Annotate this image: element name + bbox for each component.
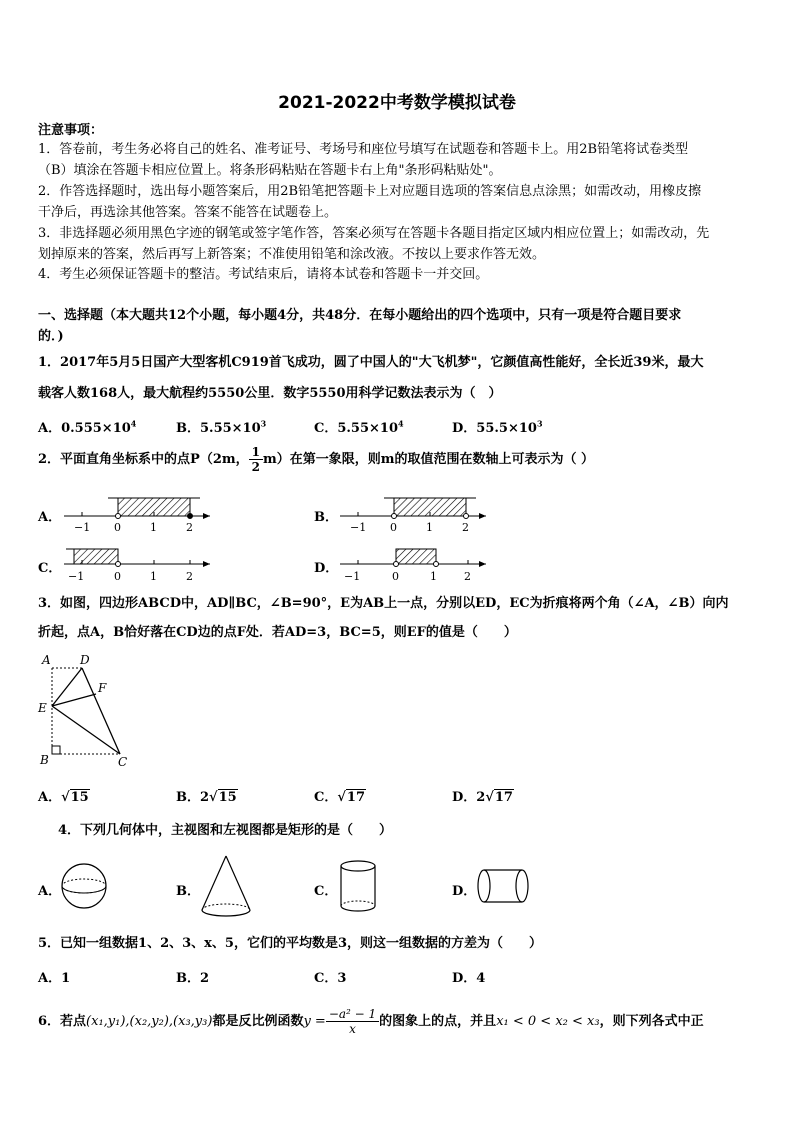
- notice-line: （B）填涂在答题卡相应位置上。将条形码粘贴在答题卡右上角"条形码粘贴处"。: [38, 163, 502, 178]
- point-label-d: D: [80, 653, 90, 667]
- tick-label: 1: [426, 521, 433, 534]
- tick-label: 0: [392, 570, 399, 583]
- section-heading: 一、选择题（本大题共12个小题，每小题4分，共48分．在每小题给出的四个选项中，只有一项是符合题目要求: [38, 308, 682, 323]
- sphere-shape: [62, 864, 106, 908]
- q3-option-c: C．√17: [314, 790, 365, 805]
- point-label-b: B: [40, 753, 49, 767]
- tick-label: −1: [68, 570, 85, 583]
- q2-stem: 2．平面直角坐标系中的点P（2m， $\frac{1}{2}$ m）在第一象限，则m的取值范围在数轴上可表示为（ ）: [38, 445, 595, 474]
- tick-label: 2: [462, 521, 469, 534]
- q5-option-d: D．4: [452, 971, 486, 986]
- q5-option-a: A．1: [38, 971, 71, 986]
- notice-heading: 注意事项：: [38, 123, 104, 138]
- tick-label: 2: [464, 570, 471, 583]
- q3-stem: 3．如图，四边形ABCD中，AD∥BC，∠B=90°，E为AB上一点，分别以ED，EC为折痕将两个角（∠A，∠B）向内: [38, 596, 729, 611]
- q2-label-c: C．: [38, 561, 62, 576]
- q4-label-a: A．: [38, 884, 62, 899]
- q4-label-b: B．: [176, 884, 200, 899]
- q6-stem: 6．若点(x₁,y₁),(x₂,y₂),(x₃,y₃)都是反比例函数y = $\frac{\text{−a² − 1}}{x}$ 的图象上的点，并且x₁ < 0 < x₂ < x₃，则下列各式中正: [38, 1007, 704, 1036]
- notice-line: 2．作答选择题时，选出每小题答案后，用2B铅笔把答题卡上对应题目选项的答案信息点涂黑；如需改动，用橡皮擦: [38, 184, 702, 199]
- q3-option-d: D．2√17: [452, 790, 513, 805]
- q5-stem: 5．已知一组数据1、2、3、x、5，它们的平均数是3，则这一组数据的方差为（ ）: [38, 936, 543, 951]
- number-line-b: [340, 498, 486, 534]
- section-heading-cont: 的．): [38, 329, 64, 344]
- q1-option-d: D．$55.5\times 10^3$: [452, 418, 543, 436]
- tick-label: 1: [150, 521, 157, 534]
- tick-label: 1: [150, 570, 157, 583]
- point-label-a: A: [42, 653, 51, 667]
- tick-label: 0: [114, 570, 121, 583]
- notice-line: 1．答卷前，考生务必将自己的姓名、准考证号、考场号和座位号填写在试题卷和答题卡上。用2B铅笔将试卷类型: [38, 142, 689, 157]
- q4-label-c: C．: [314, 884, 338, 899]
- q1-stem-cont: 载客人数168人，最大航程约5550公里．数字5550用科学记数法表示为（ ）: [38, 386, 502, 401]
- q5-option-c: C．3: [314, 971, 347, 986]
- q1-stem: 1．2017年5月5日国产大型客机C919首飞成功，圆了中国人的"大飞机梦"，它颜值高性能好，全长近39米，最大: [38, 355, 704, 370]
- q2-label-a: A．: [38, 510, 62, 525]
- number-line-d: [340, 549, 486, 583]
- point-label-e: E: [38, 701, 47, 715]
- number-line-c: [64, 549, 210, 583]
- page-title: 2021-2022中考数学模拟试卷: [278, 93, 516, 113]
- q2-fraction: $\frac{1}{2}$: [249, 445, 263, 474]
- q3-figure: [30, 650, 140, 772]
- lying-cylinder-shape: [478, 870, 528, 902]
- q3-option-a: A．√15: [38, 790, 89, 805]
- cone-shape: [202, 856, 250, 916]
- q2-label-d: D．: [314, 561, 339, 576]
- tick-label: −1: [74, 521, 91, 534]
- q5-option-b: B．2: [176, 971, 210, 986]
- cylinder-shape: [341, 861, 375, 911]
- q2-label-b: B．: [314, 510, 338, 525]
- point-label-c: C: [118, 755, 128, 769]
- q3-option-b: B．2√15: [176, 790, 237, 805]
- tick-label: −1: [344, 570, 361, 583]
- q1-option-c: C．$5.55\times 10^4$: [314, 418, 404, 436]
- q6-fraction: $\frac{\text{−a² − 1}}{x}$: [326, 1007, 379, 1036]
- notice-line: 划掉原来的答案，然后再写上新答案；不准使用铅笔和涂改液。不按以上要求作答无效。: [38, 247, 546, 262]
- notice-line: 4．考生必须保证答题卡的整洁。考试结束后，请将本试卷和答题卡一并交回。: [38, 267, 489, 282]
- tick-label: 0: [114, 521, 121, 534]
- notice-line: 干净后，再选涂其他答案。答案不能答在试题卷上。: [38, 205, 338, 220]
- notice-line: 3．非选择题必须用黑色字迹的钢笔或签字笔作答，答案必须写在答题卡各题目指定区域内相应位置上；如需改动，先: [38, 226, 710, 241]
- q1-option-a: A．$0.555\times 10^4$: [38, 418, 137, 436]
- q4-label-d: D．: [452, 884, 477, 899]
- tick-label: 2: [186, 521, 193, 534]
- number-line-a: [64, 498, 210, 534]
- tick-label: 0: [390, 521, 397, 534]
- q4-solids: [0, 850, 794, 930]
- tick-label: 1: [430, 570, 437, 583]
- tick-label: 2: [186, 570, 193, 583]
- tick-label: −1: [350, 521, 367, 534]
- q1-option-b: B．$5.55\times 10^3$: [176, 418, 267, 436]
- q3-stem-cont: 折起，点A，B恰好落在CD边的点F处．若AD=3，BC=5，则EF的值是（ ）: [38, 625, 517, 640]
- point-label-f: F: [98, 681, 107, 695]
- q4-stem: 4．下列几何体中，主视图和左视图都是矩形的是（ ）: [58, 823, 393, 838]
